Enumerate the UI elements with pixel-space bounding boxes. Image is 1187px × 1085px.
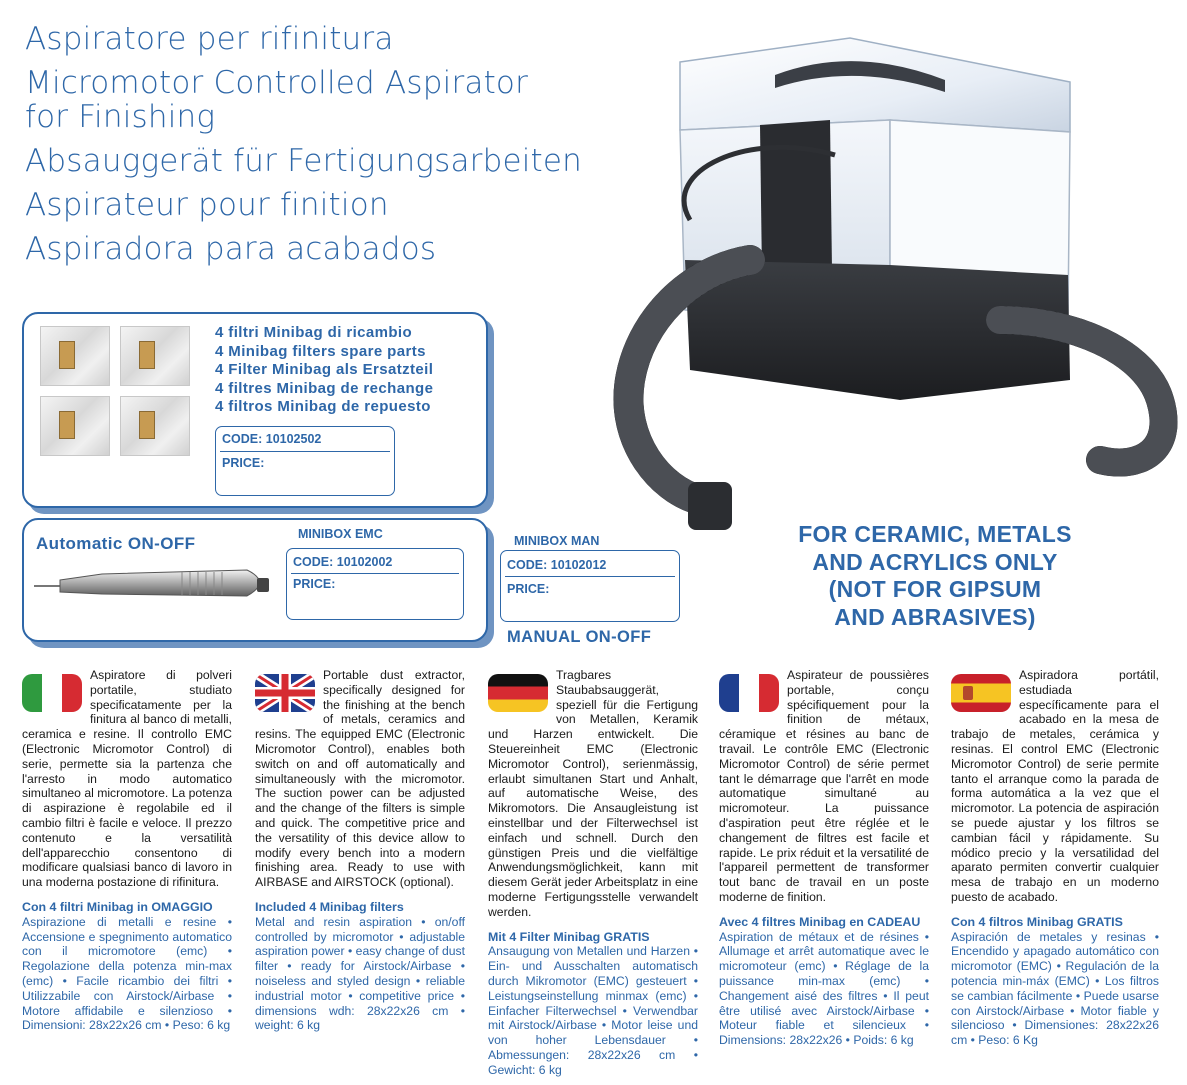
column-features-en: Metal and resin aspiration • on/off controlled by micromotor • adjustable aspiration power • easy change of dust filter • ready for Airstock/Airbase • noiseless and styled design • reliable industrial motor • competitive price • dimensions wdh: 28x22x26 cm • weight: 6 kg (255, 914, 465, 1033)
spare-part-name-it: 4 filtri Minibag di ricambio (215, 324, 413, 341)
spain-flag (951, 674, 1011, 712)
divider (291, 573, 459, 574)
title-block (25, 22, 645, 266)
spare-part-name-de: 4 Filter Minibag als Ersatzteil (215, 361, 434, 378)
column-body-en: Portable dust extractor, specifically designed for the finishing at the bench of metals, ceramics and resins. The equipped EMC (Electronic Micromotor Control), enables both switch on and off automatically and simultaneously with the micromotor. The suction power can be adjusted and the change of the filters is simple and quick. The competitive price and the versatility of this device allow to modify every bench into a modern finishing area. Ready to use with AIRBASE and AIRSTOCK (optional). (255, 668, 465, 890)
column-german (488, 668, 698, 1078)
column-spanish (951, 668, 1159, 1048)
minibox-man-code: CODE: 10102012 (507, 558, 607, 572)
column-features-fr: Aspiration de métaux et de résines • Allumage et arrêt automatique avec le micromoteur (emc) • Réglage de la puissance min-max (emc) • Changement aisé des filtres • Il peut être utilisé avec Airstock/Airbase • Moteur fiable et silencieux • Dimensions: 28x22x26 • Poids: 6 kg (719, 929, 929, 1048)
title-english-line1: Micromotor Controlled Aspirator (25, 65, 529, 101)
column-english (255, 668, 465, 1033)
title-german: Absauggerät für Fertigungsarbeiten (25, 143, 583, 179)
minibox-emc-code-box (286, 548, 464, 620)
minibox-man-code-box (500, 550, 680, 622)
automatic-on-off-heading: Automatic ON-OFF (36, 534, 196, 553)
minibag-filters-image (40, 326, 200, 462)
column-french (719, 668, 929, 1048)
spare-parts-names (215, 324, 485, 417)
uk-flag (255, 674, 315, 712)
warning-line: AND ACRYLICS ONLY (812, 548, 1058, 575)
spare-parts-code-box (215, 426, 395, 496)
manual-on-off-label: MANUAL ON-OFF (507, 628, 652, 646)
spare-parts-code: CODE: 10102502 (222, 432, 322, 446)
spare-parts-price: PRICE: (222, 456, 265, 470)
aspirator-product-image (600, 20, 1180, 540)
italy-flag (22, 674, 82, 712)
title-italian: Aspiratore per rifinitura (25, 21, 394, 57)
column-body-es: Aspiradora portátil, estudiada específicamente para el acabado en la mesa de trabajo de metales, cerámica y resinas. El control EMC (Electronic Micromotor Control) de serie permite tanto el arranque como la parada de forma automática a la vez que el micromotor. La potencia de aspiración se puede ajustar y los filtros se cambian fácil y rápidamente. Su módico precio y la versatilidad del aparato permiten convertir cualquier mesa de trabajo en un moderno puesto de acabado. (951, 668, 1159, 904)
spare-part-name-en: 4 Minibag filters spare parts (215, 342, 426, 360)
column-subheading-en: Included 4 Minibag filters (255, 899, 404, 914)
title-spanish: Aspiradora para acabados (25, 231, 437, 267)
warning-line: AND ABRASIVES) (834, 603, 1036, 630)
spare-part-name-es: 4 filtros Minibag de repuesto (215, 398, 431, 415)
divider (220, 451, 390, 452)
warning-line: FOR CERAMIC, METALS (798, 521, 1072, 547)
column-subheading-de: Mit 4 Filter Minibag GRATIS (488, 929, 650, 944)
usage-warning (770, 521, 1100, 631)
column-features-es: Aspiración de metales y resinas • Encendido y apagado automático con micromotor (EMC) • Regulación de la potencia min-máx (EMC) • Los filtros se cambian fácilmente • Puede usarse con Airstock/Airbase • Motor fiable y silencioso • Dimensiones: 28x22x26 cm • Peso: 6 Kg (951, 929, 1159, 1048)
column-features-it: Aspirazione di metalli e resine • Accensione e spegnimento automatico con il micromotore (emc) • Regolazione della potenza min-max (emc) • Facile ricambio dei filtri • Utilizzabile con Airstock/Airbase • Motore affidabile e silenzioso • Dimensioni: 28x22x26 cm • Peso: 6 kg (22, 914, 232, 1033)
column-body-it: Aspiratore di polveri portatile, studiato specificatamente per la finitura al banco di metalli, ceramica e resine. Il controllo EMC (Electronic Micromotor Control) di serie, permette sia la partenza che l'arresto in modo automatico simultaneo al micromotore. La potenza di aspirazione è regolabile ed il cambio filtri è facile e veloce. Il prezzo contenuto e la versatilità dell'apparecchio consentono di modificare qualsiasi banco di lavoro in una moderna postazione di rifinitura. (22, 668, 233, 890)
germany-flag (488, 674, 548, 712)
divider (505, 576, 675, 577)
column-body-de: Tragbares Staubabsauggerät, speziell für die Fertigung von Metallen, Keramik und Harzen entwickelt. Die Steuereinheit EMC (Electronic Micromotor Control), serienmässig, erlaubt simultanen Start und Anhalt, auf automatische Weise, des Mikromotors. Die Ansaugleistung ist einstellbar und der Filterwechsel ist einfach und schnell. Durch den günstigen Preis und die vielfältige Anwendungsmöglichkeit, kann mit diesem Gerät jeder Arbeitsplatz in eine moderne Fertigungsstelle verwandelt werden. (488, 668, 698, 919)
minibox-emc-code: CODE: 10102002 (293, 555, 393, 569)
title-english-line2: for Finishing (25, 99, 216, 135)
minibox-emc-price: PRICE: (293, 577, 336, 591)
title-french: Aspirateur pour finition (25, 187, 389, 223)
column-italian (22, 668, 232, 1033)
handpiece-image (32, 562, 277, 612)
column-subheading-it: Con 4 filtri Minibag in OMAGGIO (22, 899, 213, 914)
column-body-fr: Aspirateur de poussières portable, conçu spécifiquement pour la finition de métaux, céramique et résines au banc de travail. Le contrôle EMC (Electronic Micromotor Control) de série permet tant le démarrage que l'arrêt en mode automatique simultané au micromoteur. La puissance d'aspiration peut être réglée et le changement de filtres est facile et rapide. Le prix réduit et la versatilité de l'appareil permettent de transformer tout banc de travail en un poste moderne de finition. (719, 668, 929, 904)
minibox-man-price: PRICE: (507, 582, 550, 596)
minibox-man-name: MINIBOX MAN (514, 534, 600, 548)
france-flag (719, 674, 779, 712)
warning-line: (NOT FOR GIPSUM (828, 576, 1042, 602)
spain-coat-of-arms-icon (963, 686, 973, 700)
column-subheading-es: Con 4 filtros Minibag GRATIS (951, 914, 1123, 929)
column-features-de: Ansaugung von Metallen und Harzen • Ein- und Ausschalten automatisch durch Mikromotor (EMC) gesteuert • Leistungseinstellung minmax (emc) • Einfacher Filterwechsel • Verwendbar mit Airstock/Airbase • Motor leise und von hoher Lebensdauer • Abmessungen: 28x22x26 cm • Gewicht: 6 kg (488, 944, 698, 1077)
column-subheading-fr: Avec 4 filtres Minibag en CADEAU (719, 914, 921, 929)
minibox-emc-name: MINIBOX EMC (298, 527, 383, 541)
spare-part-name-fr: 4 filtres Minibag de rechange (215, 379, 434, 397)
